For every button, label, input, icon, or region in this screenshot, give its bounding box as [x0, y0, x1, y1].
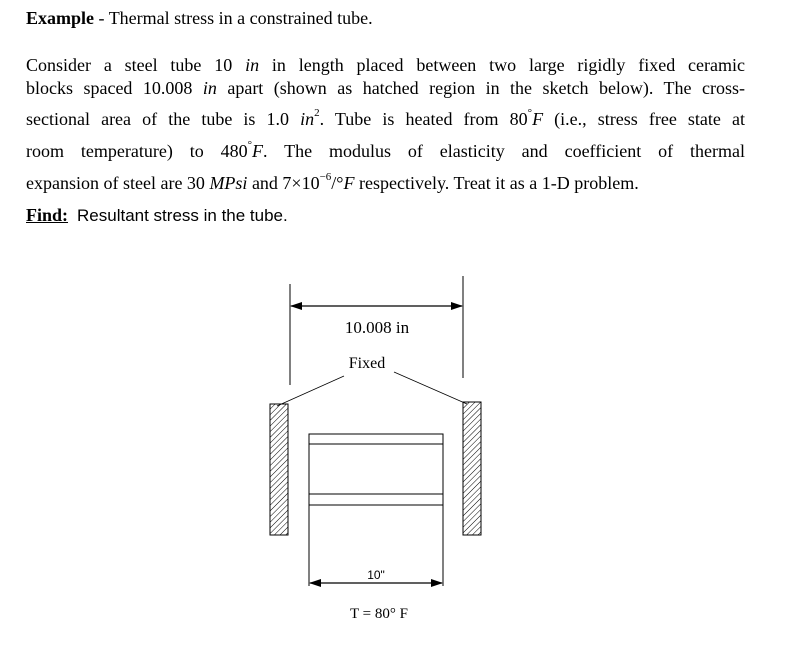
problem-line-2: blocks spaced 10.008 in apart (shown as hatched region in the sketch below). The cross- [26, 78, 745, 98]
fixed-leader-right [394, 372, 467, 404]
right-ceramic-block [463, 402, 481, 535]
fixed-leader-left [277, 376, 344, 406]
problem-line-3: sectional area of the tube is 1.0 $in^2$. Tube is heated from 80°F (i.e., stress free state at [26, 107, 745, 129]
problem-line-4: room temperature) to 480°F. The modulus of elasticity and coefficient of thermal [26, 139, 745, 161]
temperature-label: T = 80° F [350, 606, 408, 622]
heading-text: Thermal stress in a constrained tube. [108, 8, 373, 28]
find-label: Find: [26, 205, 69, 225]
left-ceramic-block [270, 404, 288, 535]
fixed-label: Fixed [348, 355, 386, 372]
gap-label: 10.008 in [344, 318, 410, 337]
tube-length-label: 10" [367, 568, 385, 582]
heading-separator: - [94, 8, 109, 28]
problem-line-5: expansion of steel are 30 MPsi and $7\times 10^{-6}/^\circ F$ respectively. Treat it as a 1-D problem. [26, 171, 639, 193]
find-text: Resultant stress in the tube. [77, 206, 288, 225]
problem-line-1: Consider a steel tube 10 in in length placed between two large rigidly fixed ceramic [26, 55, 745, 75]
steel-tube [309, 434, 443, 505]
example-label: Example [26, 8, 95, 28]
